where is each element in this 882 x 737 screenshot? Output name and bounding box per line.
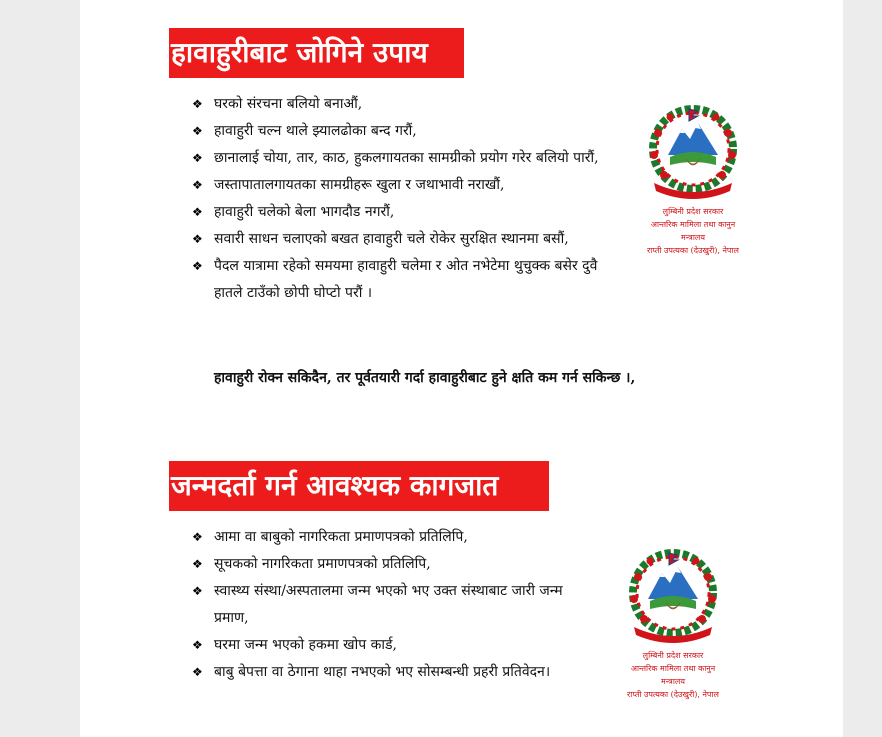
list-item: ❖ हावाहुरी चलेको बेला भागदौड नगरौं, [192,199,612,226]
diamond-bullet-icon: ❖ [192,124,203,138]
nepal-government-emblem-icon [634,103,752,203]
windstorm-tips-list [192,91,612,307]
diamond-bullet-icon: ❖ [192,259,203,273]
government-emblem [628,103,758,257]
list-item: ❖ सूचकको नागरिकता प्रमाणपत्रको प्रतिलिपि, [192,551,592,578]
list-item: ❖ छानालाई चोया, तार, काठ, हुकलगायतका सामग्रीको प्रयोग गरेर बलियो पारौं, [192,145,612,172]
closing-statement: हावाहुरी रोक्न सकिदैन, तर पूर्वतयारी गर्दा हावाहुरीबाट हुने क्षति कम गर्न सकिन्छ ।, [214,370,636,386]
nepal-government-emblem-icon [614,547,732,647]
list-item: ❖ जस्तापातालगायतका सामग्रीहरू खुला र जथाभावी नराखौं, [192,172,612,199]
diamond-bullet-icon: ❖ [192,557,203,571]
list-item: ❖ आमा वा बाबुको नागरिकता प्रमाणपत्रको प्रतिलिपि, [192,524,592,551]
diamond-bullet-icon: ❖ [192,232,203,246]
list-item: ❖ घरको संरचना बलियो बनाऔं, [192,91,612,118]
birth-registration-documents-list [192,524,592,686]
document-page [80,0,843,737]
diamond-bullet-icon: ❖ [192,665,203,679]
list-item: ❖ घरमा जन्म भएको हकमा खोप कार्ड, [192,632,592,659]
diamond-bullet-icon: ❖ [192,205,203,219]
diamond-bullet-icon: ❖ [192,151,203,165]
section-heading-windstorm: हावाहुरीबाट जोगिने उपाय [169,28,464,78]
list-item: ❖ सवारी साधन चलाएको बखत हावाहुरी चले रोकेर सुरक्षित स्थानमा बसौं, [192,226,612,253]
list-item: ❖ पैदल यात्रामा रहेको समयमा हावाहुरी चलेमा र ओत नभेटेमा थुचुक्क बसेर दुवै हातले टाउँको छोपी घोप्टो परौं । [192,253,612,307]
list-item: ❖ स्वास्थ्य संस्था/अस्पतालमा जन्म भएको भए उक्त संस्थाबाट जारी जन्म प्रमाण, [192,578,592,632]
section-heading-birth-registration: जन्मदर्ता गर्न आवश्यक कागजात [169,461,549,511]
diamond-bullet-icon: ❖ [192,584,203,598]
diamond-bullet-icon: ❖ [192,638,203,652]
list-item: ❖ हावाहुरी चल्न थाले झ्यालढोका बन्द गरौं, [192,118,612,145]
diamond-bullet-icon: ❖ [192,178,203,192]
list-item: ❖ बाबु बेपत्ता वा ठेगाना थाहा नभएको भए सोसम्बन्धी प्रहरी प्रतिवेदन। [192,659,592,686]
government-emblem [608,547,738,701]
emblem-caption: लुम्बिनी प्रदेश सरकार आन्तरिक मामिला तथा कानुन मन्त्रालय राप्ती उपत्यका (देउखुरी), नेपाल [627,651,719,699]
diamond-bullet-icon: ❖ [192,530,203,544]
diamond-bullet-icon: ❖ [192,97,203,111]
emblem-caption: लुम्बिनी प्रदेश सरकार आन्तरिक मामिला तथा कानुन मन्त्रालय राप्ती उपत्यका (देउखुरी), नेपाल [647,207,739,255]
